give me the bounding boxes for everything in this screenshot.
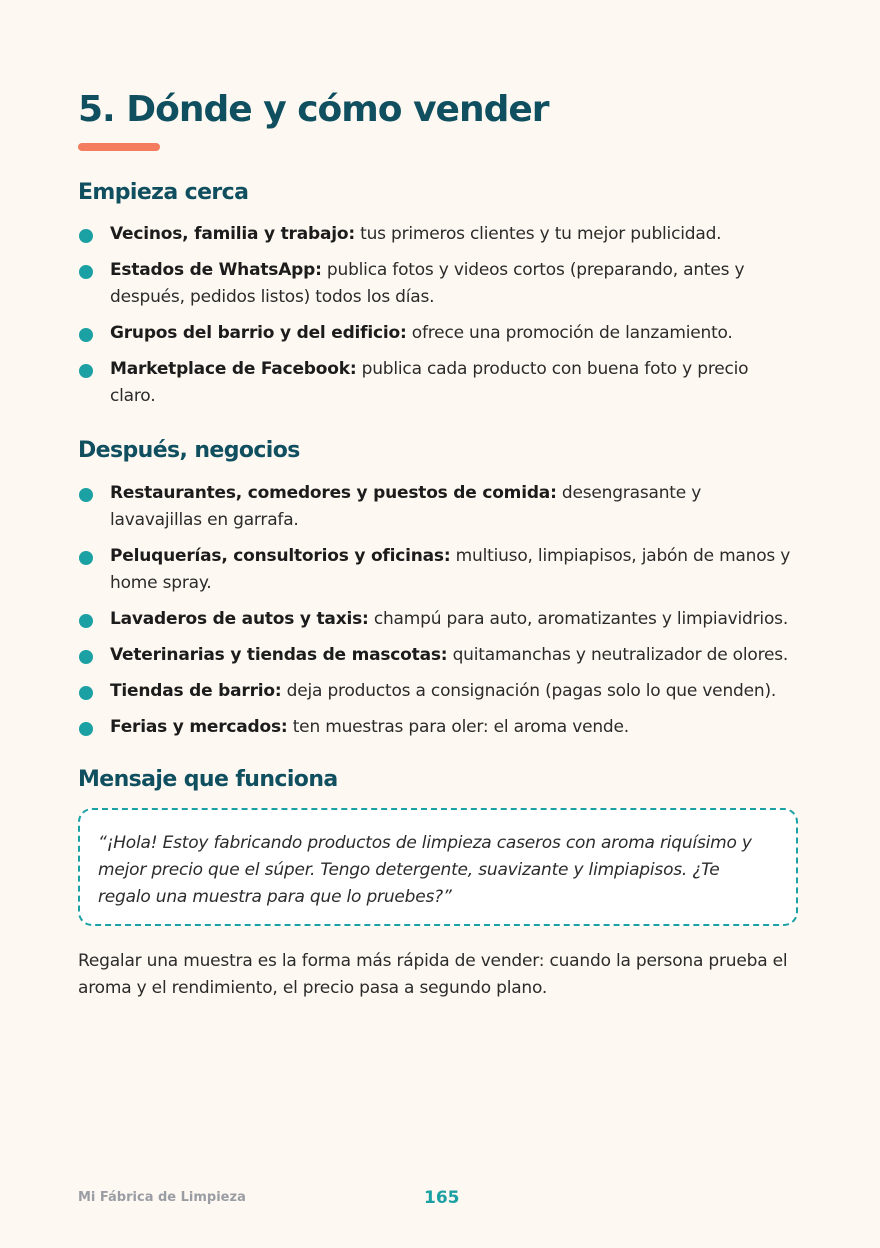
item-label: Peluquerías, consultorios y oficinas: <box>110 546 451 566</box>
list-item <box>78 642 798 669</box>
bullet-dot-icon <box>79 650 93 664</box>
item-text: ten muestras para oler: el aroma vende. <box>287 717 629 737</box>
section-heading-mensaje: Mensaje que funciona <box>78 767 338 792</box>
list-item <box>78 480 798 534</box>
footer-brand: Mi Fábrica de Limpieza <box>78 1190 246 1205</box>
bullet-dot-icon <box>79 229 93 243</box>
bullet-dot-icon <box>79 265 93 279</box>
list-item <box>78 221 798 248</box>
item-label: Vecinos, familia y trabajo: <box>110 224 355 244</box>
bullet-dot-icon <box>79 614 93 628</box>
item-label: Marketplace de Facebook: <box>110 359 357 379</box>
list-item <box>78 356 798 410</box>
title-underline <box>78 143 160 151</box>
page-number: 165 <box>424 1188 460 1208</box>
list-item <box>78 606 798 633</box>
bullet-list-empieza-cerca <box>78 221 798 419</box>
item-label: Grupos del barrio y del edificio: <box>110 323 407 343</box>
closing-paragraph: Regalar una muestra es la forma más rápida de vender: cuando la persona prueba el aroma y el rendimiento, el precio pasa a segundo plano. <box>78 951 788 998</box>
item-label: Restaurantes, comedores y puestos de comida: <box>110 483 557 503</box>
item-text: desengrasante y lavavajillas en garrafa. <box>110 483 702 530</box>
item-text: deja productos a consignación (pagas solo lo que venden). <box>281 681 777 701</box>
bullet-dot-icon <box>79 488 93 502</box>
item-label: Tiendas de barrio: <box>110 681 282 701</box>
list-item <box>78 320 798 347</box>
item-label: Estados de WhatsApp: <box>110 260 322 280</box>
bullet-list-despues-negocios <box>78 480 798 750</box>
section-heading-empieza-cerca: Empieza cerca <box>78 180 249 205</box>
bullet-dot-icon <box>79 328 93 342</box>
section-heading-despues-negocios: Después, negocios <box>78 438 300 463</box>
item-text: champú para auto, aromatizantes y limpiavidrios. <box>368 609 789 629</box>
item-text: publica fotos y videos cortos (preparando, antes y después, pedidos listos) todos los días. <box>110 260 745 307</box>
item-text: multiuso, limpiapisos, jabón de manos y home spray. <box>110 546 791 593</box>
bullet-dot-icon <box>79 722 93 736</box>
item-label: Ferias y mercados: <box>110 717 288 737</box>
item-label: Lavaderos de autos y taxis: <box>110 609 369 629</box>
bullet-dot-icon <box>79 551 93 565</box>
bullet-dot-icon <box>79 364 93 378</box>
list-item <box>78 257 798 311</box>
quote-text: “¡Hola! Estoy fabricando productos de limpieza caseros con aroma riquísimo y mejor precio que el súper. Tengo detergente, suavizante y limpiapisos. ¿Te regalo una muestra para que lo pruebes?” <box>98 833 752 907</box>
item-text: tus primeros clientes y tu mejor publicidad. <box>354 224 722 244</box>
list-item <box>78 678 798 705</box>
quote-box <box>78 808 798 926</box>
list-item <box>78 714 798 741</box>
item-text: quitamanchas y neutralizador de olores. <box>447 645 789 665</box>
item-text: publica cada producto con buena foto y precio claro. <box>110 359 749 406</box>
bullet-dot-icon <box>79 686 93 700</box>
item-label: Veterinarias y tiendas de mascotas: <box>110 645 448 665</box>
item-text: ofrece una promoción de lanzamiento. <box>406 323 733 343</box>
page-title: 5. Dónde y cómo vender <box>78 89 549 130</box>
list-item <box>78 543 798 597</box>
